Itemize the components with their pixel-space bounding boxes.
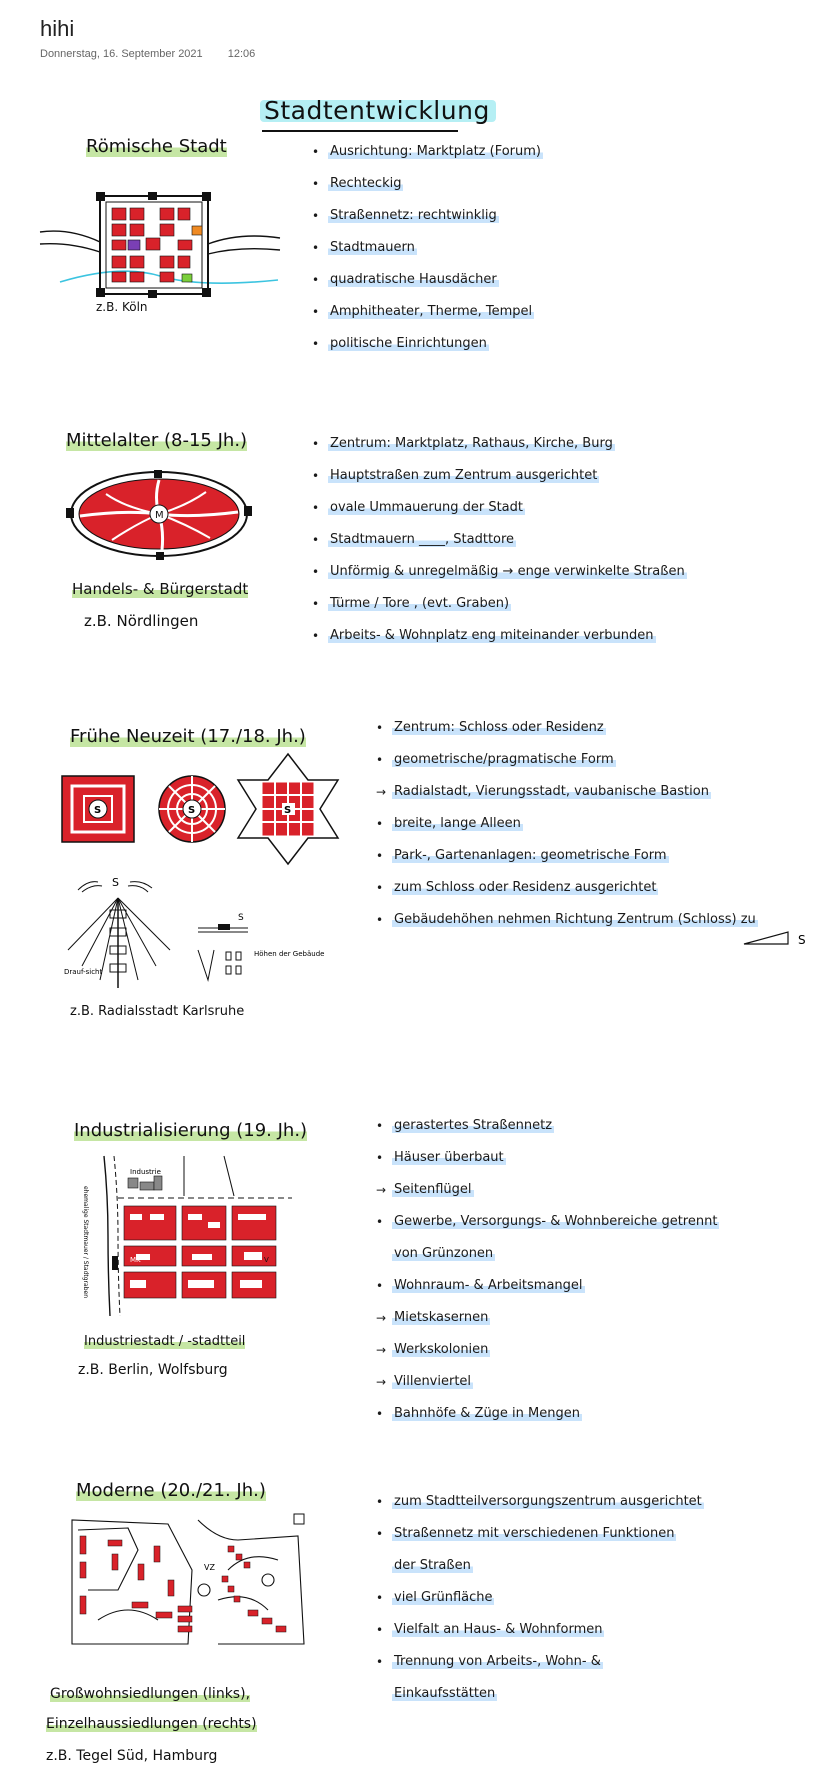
list-item: • breite, lange Alleen bbox=[376, 816, 521, 831]
list-item: • Vielfalt an Haus- & Wohnformen bbox=[376, 1622, 603, 1637]
list-item: • Rechteckig bbox=[312, 176, 402, 191]
list-item: • Hauptstraßen zum Zentrum ausgerichtet bbox=[312, 468, 598, 483]
draufsicht-label: Drauf-sicht bbox=[64, 968, 103, 976]
list-item: → Seitenflügel bbox=[376, 1182, 472, 1197]
early-modern-title: Frühe Neuzeit (17./18. Jh.) bbox=[70, 726, 306, 747]
list-item: • Park-, Gartenanlagen: geometrische Form bbox=[376, 848, 667, 863]
list-item: • Gebäudehöhen nehmen Richtung Zentrum (Schloss) zu bbox=[376, 912, 756, 927]
list-item: → Werkskolonien bbox=[376, 1342, 489, 1357]
list-item: • zum Stadtteilversorgungszentrum ausgerichtet bbox=[376, 1494, 702, 1509]
page-time: 12:06 bbox=[227, 48, 256, 60]
middle-ages-title: Mittelalter (8-15 Jh.) bbox=[66, 430, 248, 451]
middle-ages-example: z.B. Nördlingen bbox=[84, 612, 199, 630]
main-title: Stadtentwicklung bbox=[264, 96, 490, 125]
roman-list bbox=[312, 136, 543, 360]
industrial-sketch bbox=[74, 1156, 292, 1316]
modern-title: Moderne (20./21. Jh.) bbox=[76, 1480, 266, 1501]
list-item: • Häuser überbaut bbox=[376, 1150, 504, 1165]
svg-text:S: S bbox=[112, 876, 119, 889]
list-item: von Grünzonen bbox=[394, 1246, 494, 1261]
list-item: • Zentrum: Marktplatz, Rathaus, Kirche, Burg bbox=[312, 436, 613, 451]
modern-sketch bbox=[68, 1510, 308, 1650]
middle-ages-sketch bbox=[66, 464, 252, 564]
list-item: • Türme / Tore , (evt. Graben) bbox=[312, 596, 510, 611]
list-item: • zum Schloss oder Residenz ausgerichtet bbox=[376, 880, 657, 895]
height-wedge-sketch bbox=[742, 928, 812, 948]
list-item: • Trennung von Arbeits-, Wohn- & bbox=[376, 1654, 601, 1669]
list-item: → Mietskasernen bbox=[376, 1310, 489, 1325]
modern-list bbox=[376, 1486, 704, 1710]
list-item: • gerastertes Straßennetz bbox=[376, 1118, 553, 1133]
list-item: • Gewerbe, Versorgungs- & Wohnbereiche getrennt bbox=[376, 1214, 718, 1229]
early-modern-example: z.B. Radialsstadt Karlsruhe bbox=[70, 1004, 245, 1019]
roman-city-sketch bbox=[40, 180, 280, 310]
list-item: → Villenviertel bbox=[376, 1374, 472, 1389]
svg-text:S: S bbox=[798, 933, 806, 947]
list-item: • Wohnraum- & Arbeitsmangel bbox=[376, 1278, 583, 1293]
rail-label: ehemalige Stadtmauer / Stadtgraben bbox=[82, 1186, 89, 1299]
list-item: • ovale Ummauerung der Stadt bbox=[312, 500, 524, 515]
svg-text:S: S bbox=[238, 913, 244, 923]
list-item: • geometrische/pragmatische Form bbox=[376, 752, 614, 767]
list-item: • viel Grünfläche bbox=[376, 1590, 493, 1605]
list-item: • Arbeits- & Wohnplatz eng miteinander verbunden bbox=[312, 628, 654, 643]
svg-text:S: S bbox=[284, 805, 292, 816]
modern-subtitle-2: Einzelhaussiedlungen (rechts) bbox=[46, 1716, 257, 1732]
roman-example: z.B. Köln bbox=[96, 300, 148, 314]
list-item: • Zentrum: Schloss oder Residenz bbox=[376, 720, 604, 735]
forum-mark bbox=[128, 240, 140, 250]
list-item: • Straßennetz mit verschiedenen Funktionen bbox=[376, 1526, 675, 1541]
list-item: • Stadtmauern ____, Stadttore bbox=[312, 532, 515, 547]
list-item: • Straßennetz: rechtwinklig bbox=[312, 208, 497, 223]
modern-subtitle-1: Großwohnsiedlungen (links), bbox=[50, 1686, 251, 1702]
list-item: • politische Einrichtungen bbox=[312, 336, 487, 351]
svg-text:S: S bbox=[188, 805, 196, 816]
list-item: Einkaufsstätten bbox=[394, 1686, 496, 1701]
market-label: M bbox=[155, 510, 164, 521]
list-item: • Ausrichtung: Marktplatz (Forum) bbox=[312, 144, 541, 159]
industrial-subtitle: Industriestadt / -stadtteil bbox=[84, 1334, 246, 1349]
karlsruhe-sketch bbox=[58, 870, 325, 990]
industrial-title: Industrialisierung (19. Jh.) bbox=[74, 1120, 308, 1141]
middle-ages-list bbox=[312, 428, 687, 652]
main-title-underline bbox=[262, 130, 458, 132]
list-item: • Amphitheater, Therme, Tempel bbox=[312, 304, 533, 319]
v-label: V bbox=[264, 1256, 269, 1264]
page-title[interactable]: hihi bbox=[40, 16, 75, 41]
industrial-list bbox=[376, 1110, 719, 1430]
list-item: der Straßen bbox=[394, 1558, 471, 1573]
early-modern-list bbox=[376, 712, 758, 936]
mk-label: MK bbox=[130, 1256, 141, 1264]
early-modern-cities-sketch bbox=[58, 754, 338, 864]
industrie-label: Industrie bbox=[130, 1168, 161, 1176]
list-item: → Radialstadt, Vierungsstadt, vaubanische Bastion bbox=[376, 784, 709, 799]
list-item: • Unförmig & unregelmäßig → enge verwinkelte Straßen bbox=[312, 564, 685, 579]
vz-label: VZ bbox=[204, 1563, 215, 1572]
roman-title: Römische Stadt bbox=[86, 136, 227, 157]
hoehe-label: Höhen der Gebäude bbox=[254, 950, 325, 958]
page-meta bbox=[40, 48, 277, 60]
list-item: • Stadtmauern bbox=[312, 240, 415, 255]
svg-text:S: S bbox=[94, 805, 102, 816]
list-item: • Bahnhöfe & Züge in Mengen bbox=[376, 1406, 580, 1421]
list-item: • quadratische Hausdächer bbox=[312, 272, 497, 287]
middle-ages-subtitle: Handels- & Bürgerstadt bbox=[72, 580, 249, 598]
modern-example: z.B. Tegel Süd, Hamburg bbox=[46, 1748, 218, 1764]
page-date: Donnerstag, 16. September 2021 bbox=[40, 48, 203, 60]
industrial-example: z.B. Berlin, Wolfsburg bbox=[78, 1362, 228, 1378]
